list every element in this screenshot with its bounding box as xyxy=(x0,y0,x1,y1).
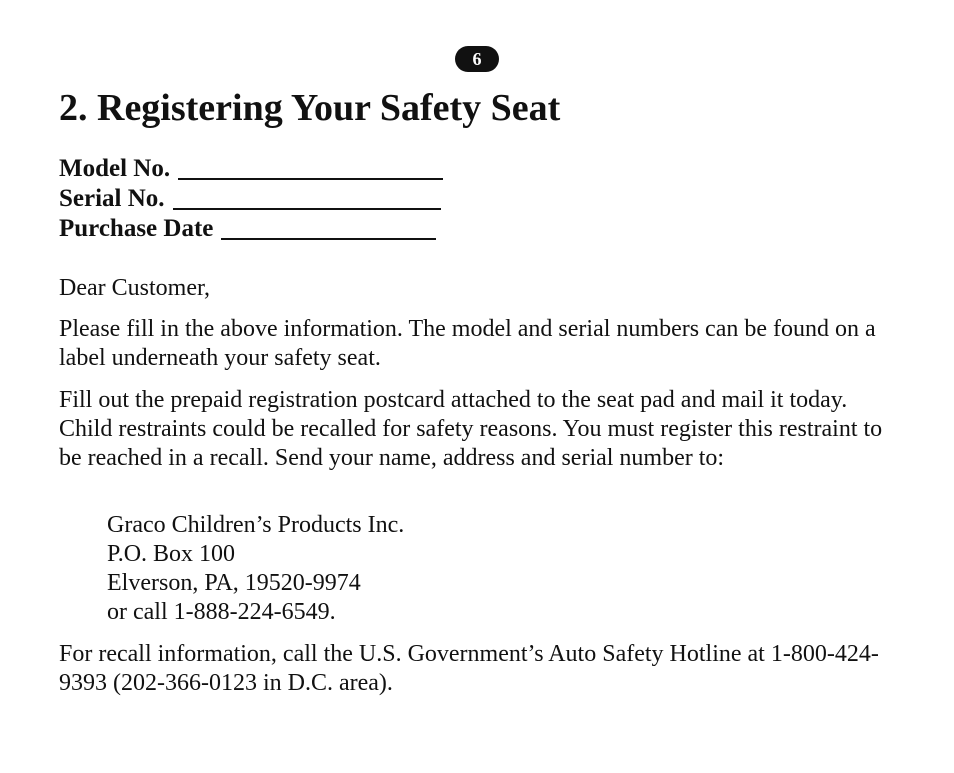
greeting: Dear Customer, xyxy=(59,275,210,301)
purchase-date-blank-line xyxy=(221,214,436,240)
model-number-label: Model No. xyxy=(59,155,171,182)
mailing-address xyxy=(107,511,404,627)
model-number-field xyxy=(59,154,443,184)
address-city-state-zip: Elverson, PA, 19520-9974 xyxy=(107,570,361,596)
page-number-badge: 6 xyxy=(455,46,499,72)
address-company: Graco Children’s Products Inc. xyxy=(107,512,405,538)
serial-number-field xyxy=(59,184,441,214)
purchase-date-field xyxy=(59,214,436,244)
address-phone: or call 1-888-224-6549. xyxy=(107,599,336,625)
registration-paragraph: Fill out the prepaid registration postcard attached to the seat pad and mail it today. Child restraints could be recalled for safety reasons. You must register this restraint to be reached in a recall. Send your name, address and serial number to: xyxy=(59,387,883,471)
serial-number-label: Serial No. xyxy=(59,185,165,212)
model-number-blank-line xyxy=(178,154,443,180)
fill-info-paragraph: Please fill in the above information. The model and serial numbers can be found on a label underneath your safety seat. xyxy=(59,316,876,371)
address-po-box: P.O. Box 100 xyxy=(107,541,236,567)
serial-number-blank-line xyxy=(173,184,441,210)
purchase-date-label: Purchase Date xyxy=(59,215,214,242)
recall-info-paragraph: For recall information, call the U.S. Government’s Auto Safety Hotline at 1-800-424-9393 (202-366-0123 in D.C. area). xyxy=(59,641,879,696)
page-title: 2. Registering Your Safety Seat xyxy=(59,87,561,129)
